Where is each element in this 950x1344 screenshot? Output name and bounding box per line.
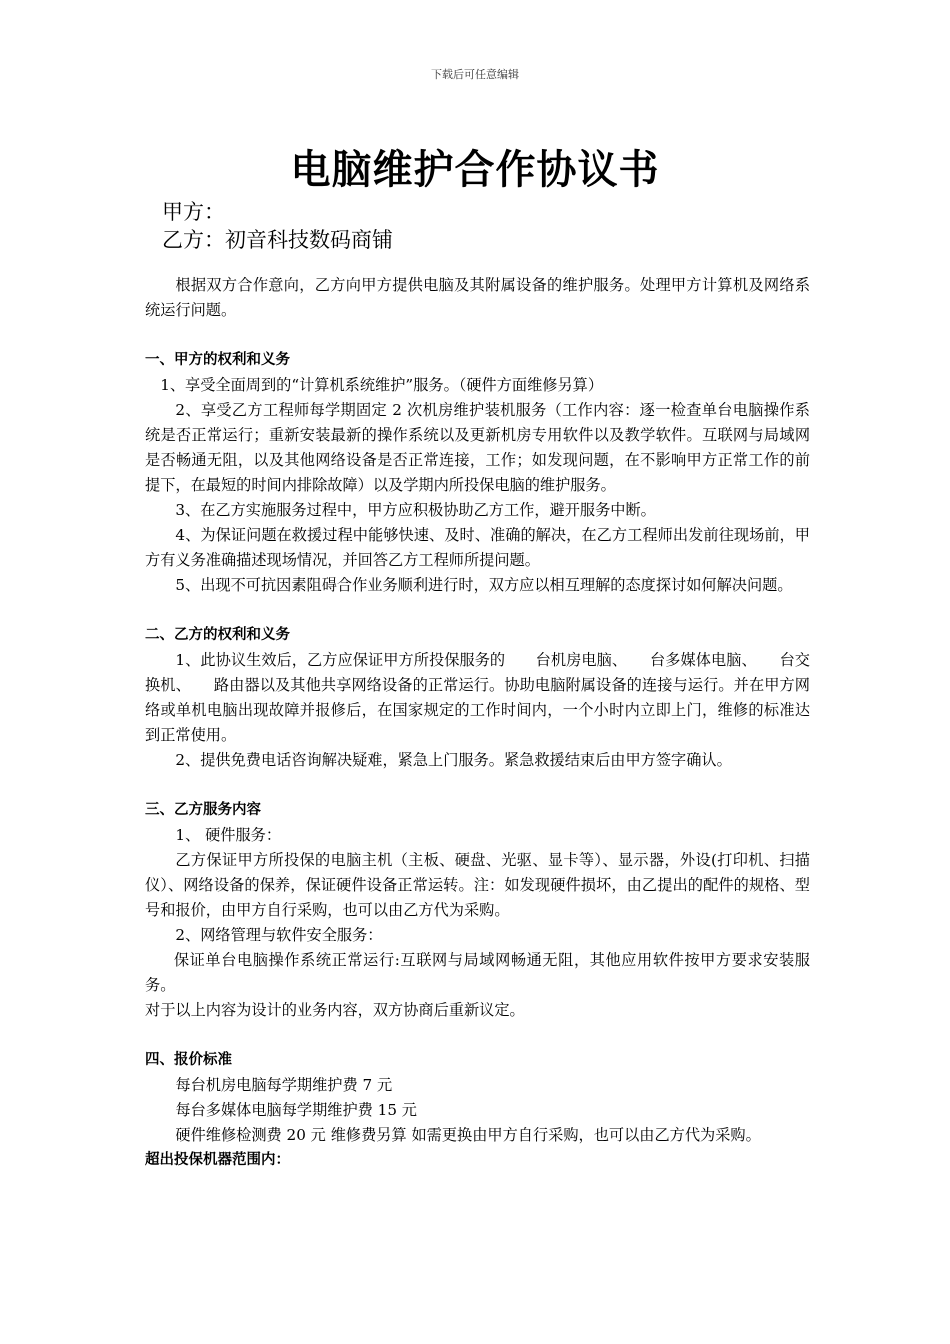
services-note: 对于以上内容为设计的业务内容，双方协商后重新议定。	[145, 1001, 525, 1019]
party-a-item: 1、享受全面周到的“计算机系统维护”服务。（硬件方面维修另算）	[160, 376, 604, 394]
network-service-label: 2、网络管理与软件安全服务：	[175, 926, 383, 944]
party-a-item: 3、在乙方实施服务过程中，甲方应积极协助乙方工作，避开服务中断。	[175, 501, 656, 519]
party-a-item: 2、享受乙方工程师每学期固定 2 次机房维护装机服务（工作内容：逐一检查单台电脑操作系统是否正常运行；重新安装最新的操作系统以及更新机房专用软件以及教学软件。互联网与局域网是否畅通无阻，以及其他网络设备是否正常连接，工作；如发现问题，在不影响甲方正常工作的前提下，在最短的时间内排除故障）以及学期内所投保电脑的维护服务。	[145, 401, 810, 494]
section-heading-party-b: 二、乙方的权利和义务	[145, 627, 290, 643]
party-b-line: 乙方：初音科技数码商铺	[162, 228, 393, 252]
document-body	[145, 273, 810, 1173]
header-note: 下载后可任意编辑	[431, 68, 519, 81]
out-of-scope-heading: 超出投保机器范围内：	[145, 1152, 290, 1168]
pricing-item: 每台机房电脑每学期维护费 7 元	[175, 1076, 393, 1094]
party-a-item: 5、出现不可抗因素阻碍合作业务顺利进行时，双方应以相互理解的态度探讨如何解决问题。	[175, 576, 793, 594]
pricing-item: 每台多媒体电脑每学期维护费 15 元	[175, 1101, 417, 1119]
intro-paragraph: 根据双方合作意向，乙方向甲方提供电脑及其附属设备的维护服务。处理甲方计算机及网络系统运行问题。	[145, 276, 810, 319]
hardware-service-text: 乙方保证甲方所投保的电脑主机（主板、硬盘、光驱、显卡等）、显示器，外设(打印机、扫描仪）、网络设备的保养，保证硬件设备正常运转。注：如发现硬件损坏，由乙提出的配件的规格、型号和报价，由甲方自行采购，也可以由乙方代为采购。	[145, 851, 810, 919]
section-heading-party-a: 一、甲方的权利和义务	[145, 352, 290, 368]
section-heading-services: 三、乙方服务内容	[145, 802, 261, 818]
section-heading-pricing: 四、报价标准	[145, 1052, 232, 1068]
pricing-item: 硬件维修检测费 20 元 维修费另算 如需更换由甲方自行采购，也可以由乙方代为采购。	[175, 1126, 761, 1144]
party-a-item: 4、为保证问题在救援过程中能够快速、及时、准确的解决，在乙方工程师出发前往现场前，甲方有义务准确描述现场情况，并回答乙方工程师所提问题。	[145, 526, 810, 569]
party-a-line: 甲方：	[162, 200, 225, 224]
document-title: 电脑维护合作协议书	[290, 147, 660, 193]
party-b-item: 1、此协议生效后，乙方应保证甲方所投保服务的 台机房电脑、 台多媒体电脑、 台交换机、 路由器以及其他共享网络设备的正常运行。协助电脑附属设备的连接与运行。并在甲方网络或单机电脑出现故障并报修后，在国家规定的工作时间内，一个小时内立即上门，维修的标准达到正常使用。	[145, 651, 810, 744]
party-b-item: 2、提供免费电话咨询解决疑难，紧急上门服务。紧急救援结束后由甲方签字确认。	[175, 751, 732, 769]
network-service-text: 保证单台电脑操作系统正常运行:互联网与局域网畅通无阻，其他应用软件按甲方要求安装服务。	[145, 951, 810, 994]
hardware-service-label: 1、 硬件服务：	[175, 826, 282, 844]
